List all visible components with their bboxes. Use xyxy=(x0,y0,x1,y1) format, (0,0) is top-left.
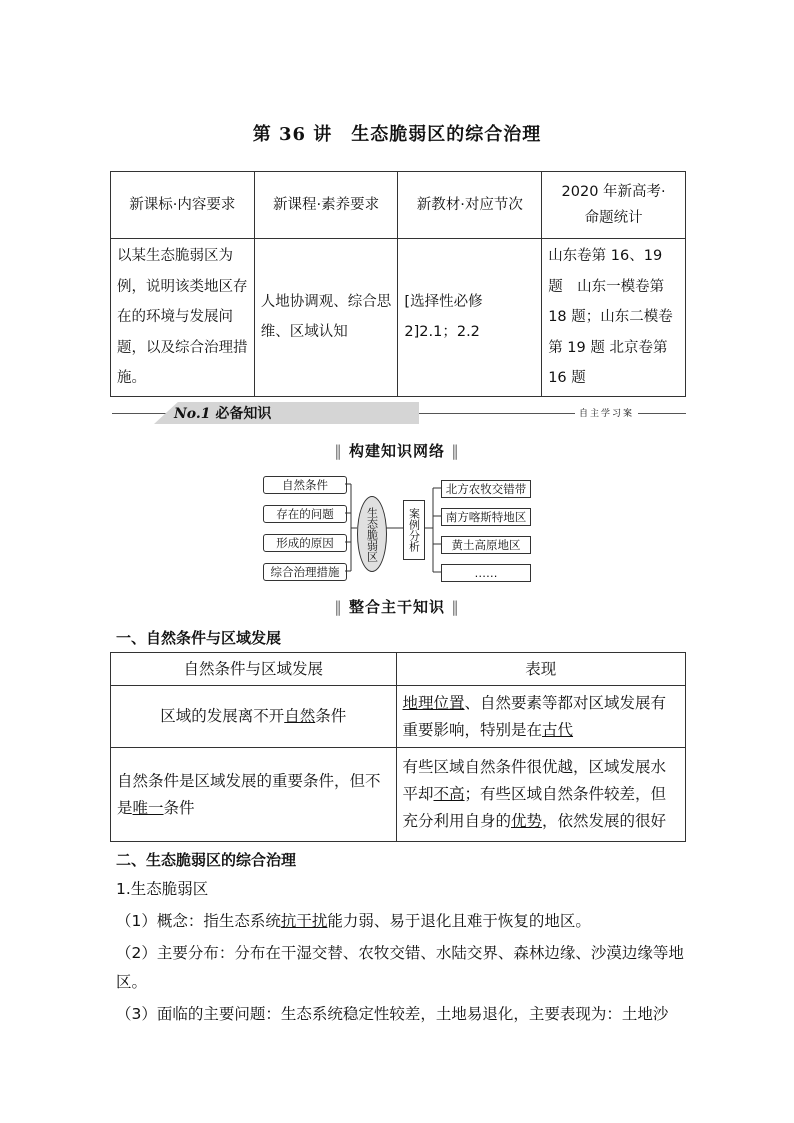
table-header: 新课标·内容要求 xyxy=(111,172,255,239)
knowledge-diagram xyxy=(263,472,533,584)
page-title: 第 36 讲 生态脆弱区的综合治理 xyxy=(252,124,542,145)
banner-right-label: 自主学习案 xyxy=(575,406,638,419)
paragraph: （1）概念：指生态系统抗干扰能力弱、易于退化且难于恢复的地区。 xyxy=(116,912,591,930)
natural-conditions-table xyxy=(110,652,686,842)
section-heading: 一、自然条件与区域发展 xyxy=(116,629,282,647)
table-cell: 以某生态脆弱区为例，说明该类地区存在的环境与发展问题，以及综合治理措施。 xyxy=(111,239,255,397)
table-cell: 有些区域自然条件很优越，区域发展水平却不高；有些区域自然条件较差，但充分利用自身的优势，依然发展的很好 xyxy=(396,748,686,842)
table-cell: [选择性必修 2]2.1；2.2 xyxy=(398,239,542,397)
table-header: 表现 xyxy=(396,653,686,686)
table-cell: 人地协调观、综合思维、区域认知 xyxy=(254,239,398,397)
diagram-right-item: …… xyxy=(441,564,531,582)
diagram-left-item: 形成的原因 xyxy=(263,534,347,552)
paragraph: （3）面临的主要问题：生态系统稳定性较差，土地易退化，主要表现为：土地沙 xyxy=(116,1005,669,1023)
table-cell: 地理位置、自然要素等都对区域发展有重要影响，特别是在古代 xyxy=(396,686,686,748)
subtitle-knowledge-network: ‖ 构建知识网络 ‖ xyxy=(334,442,460,460)
diagram-right-item: 南方喀斯特地区 xyxy=(441,508,531,526)
table-header: 新课程·素养要求 xyxy=(254,172,398,239)
table-cell: 山东卷第 16、19 题 山东一模卷第 18 题；山东二模卷第 19 题 北京卷第 16 题 xyxy=(542,239,686,397)
diagram-right-item: 北方农牧交错带 xyxy=(441,480,531,498)
diagram-right-item: 黄土高原地区 xyxy=(441,536,531,554)
diagram-left-item: 综合治理措施 xyxy=(263,563,347,581)
banner-label: No.1 必备知识 xyxy=(174,406,272,422)
diagram-left-item: 存在的问题 xyxy=(263,505,347,523)
table-cell: 自然条件是区域发展的重要条件，但不是唯一条件 xyxy=(111,748,397,842)
sub-heading: 1.生态脆弱区 xyxy=(116,880,209,898)
table-cell: 区域的发展离不开自然条件 xyxy=(111,686,397,748)
subtitle-main-knowledge: ‖ 整合主干知识 ‖ xyxy=(334,598,460,616)
section-heading: 二、生态脆弱区的综合治理 xyxy=(116,851,297,869)
diagram-center-node: 生态脆弱区 xyxy=(357,496,387,572)
table-header: 2020 年新高考·命题统计 xyxy=(542,172,686,239)
overview-table xyxy=(110,171,686,397)
diagram-left-item: 自然条件 xyxy=(263,476,347,494)
paragraph: （2）主要分布：分布在干湿交替、农牧交错、水陆交界、森林边缘、沙漠边缘等地区。 xyxy=(116,944,684,991)
diagram-case-analysis: 案例分析 xyxy=(403,500,425,560)
table-header: 新教材·对应节次 xyxy=(398,172,542,239)
section-banner xyxy=(112,402,686,424)
table-header: 自然条件与区域发展 xyxy=(111,653,397,686)
